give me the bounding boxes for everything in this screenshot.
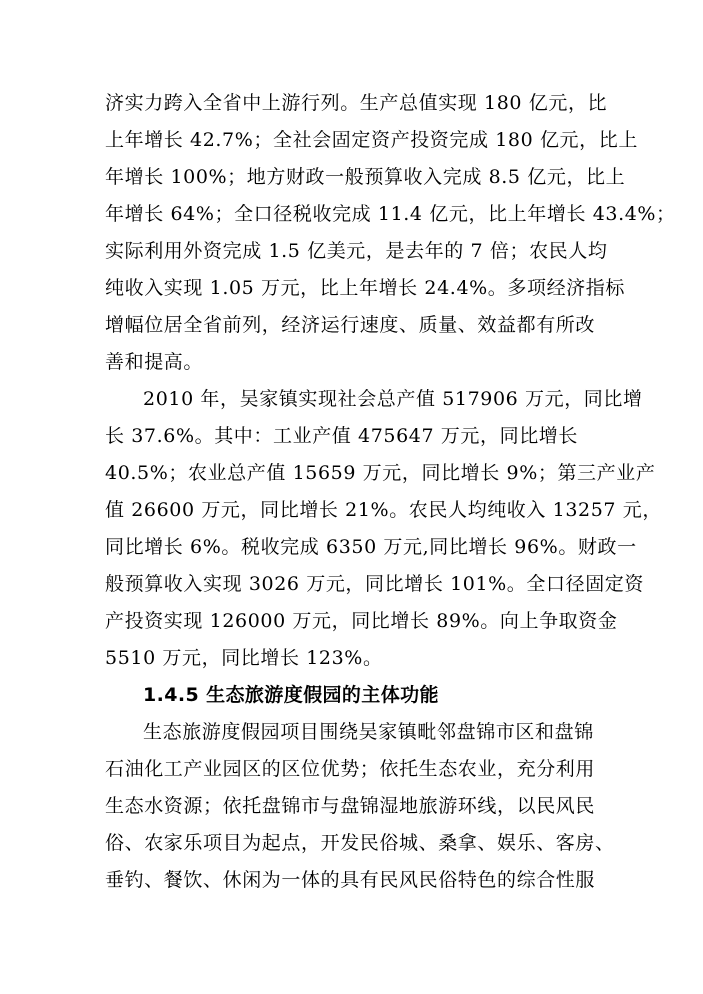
paragraph-1-line-1: 济实力跨入全省中上游行列。生产总值实现 180 亿元，比	[105, 92, 608, 114]
paragraph-1-line-8: 善和提高。	[105, 351, 204, 373]
section-paragraph-line-2: 石油化工产业园区的区位优势；依托生态农业，充分利用	[105, 758, 596, 780]
paragraph-2-line-8: 5510 万元，同比增长 123%。	[105, 647, 383, 669]
section-paragraph-line-5: 垂钓、餐饮、休闲为一体的具有民风民俗特色的综合性服	[105, 869, 596, 891]
paragraph-2-line-5: 同比增长 6%。税收完成 6350 万元,同比增长 96%。财政一	[105, 536, 637, 558]
section-heading: 1.4.5 生态旅游度假园的主体功能	[143, 684, 439, 706]
paragraph-2-line-2: 长 37.6%。其中：工业产值 475647 万元，同比增长	[105, 425, 579, 447]
section-paragraph-line-3: 生态水资源；依托盘锦市与盘锦湿地旅游环线，以民风民	[105, 795, 596, 817]
section-paragraph-line-4: 俗、农家乐项目为起点，开发民俗城、桑拿、娱乐、客房、	[105, 832, 615, 854]
paragraph-1-line-3: 年增长 100%；地方财政一般预算收入完成 8.5 亿元，比上	[105, 166, 626, 188]
paragraph-2-line-7: 产投资实现 126000 万元，同比增长 89%。向上争取资金	[105, 610, 618, 632]
paragraph-1-line-7: 增幅位居全省前列，经济运行速度、质量、效益都有所改	[105, 314, 596, 336]
paragraph-1-line-5: 实际利用外资完成 1.5 亿美元，是去年的 7 倍；农民人均	[105, 240, 608, 262]
paragraph-1-line-2: 上年增长 42.7%；全社会固定资产投资完成 180 亿元，比上	[105, 129, 638, 151]
paragraph-1-line-6: 纯收入实现 1.05 万元，比上年增长 24.4%。多项经济指标	[105, 277, 625, 299]
section-paragraph-line-1: 生态旅游度假园项目围绕吴家镇毗邻盘锦市区和盘锦	[143, 721, 594, 743]
paragraph-2-line-4: 值 26600 万元，同比增长 21%。农民人均纯收入 13257 元，	[105, 499, 662, 521]
paragraph-2-line-1: 2010 年，吴家镇实现社会总产值 517906 万元，同比增	[143, 388, 643, 410]
paragraph-2-line-6: 般预算收入实现 3026 万元，同比增长 101%。全口径固定资	[105, 573, 644, 595]
paragraph-1-line-4: 年增长 64%；全口径税收完成 11.4 亿元，比上年增长 43.4%；	[105, 203, 676, 225]
paragraph-2-line-3: 40.5%；农业总产值 15659 万元，同比增长 9%；第三产业产	[105, 462, 656, 484]
